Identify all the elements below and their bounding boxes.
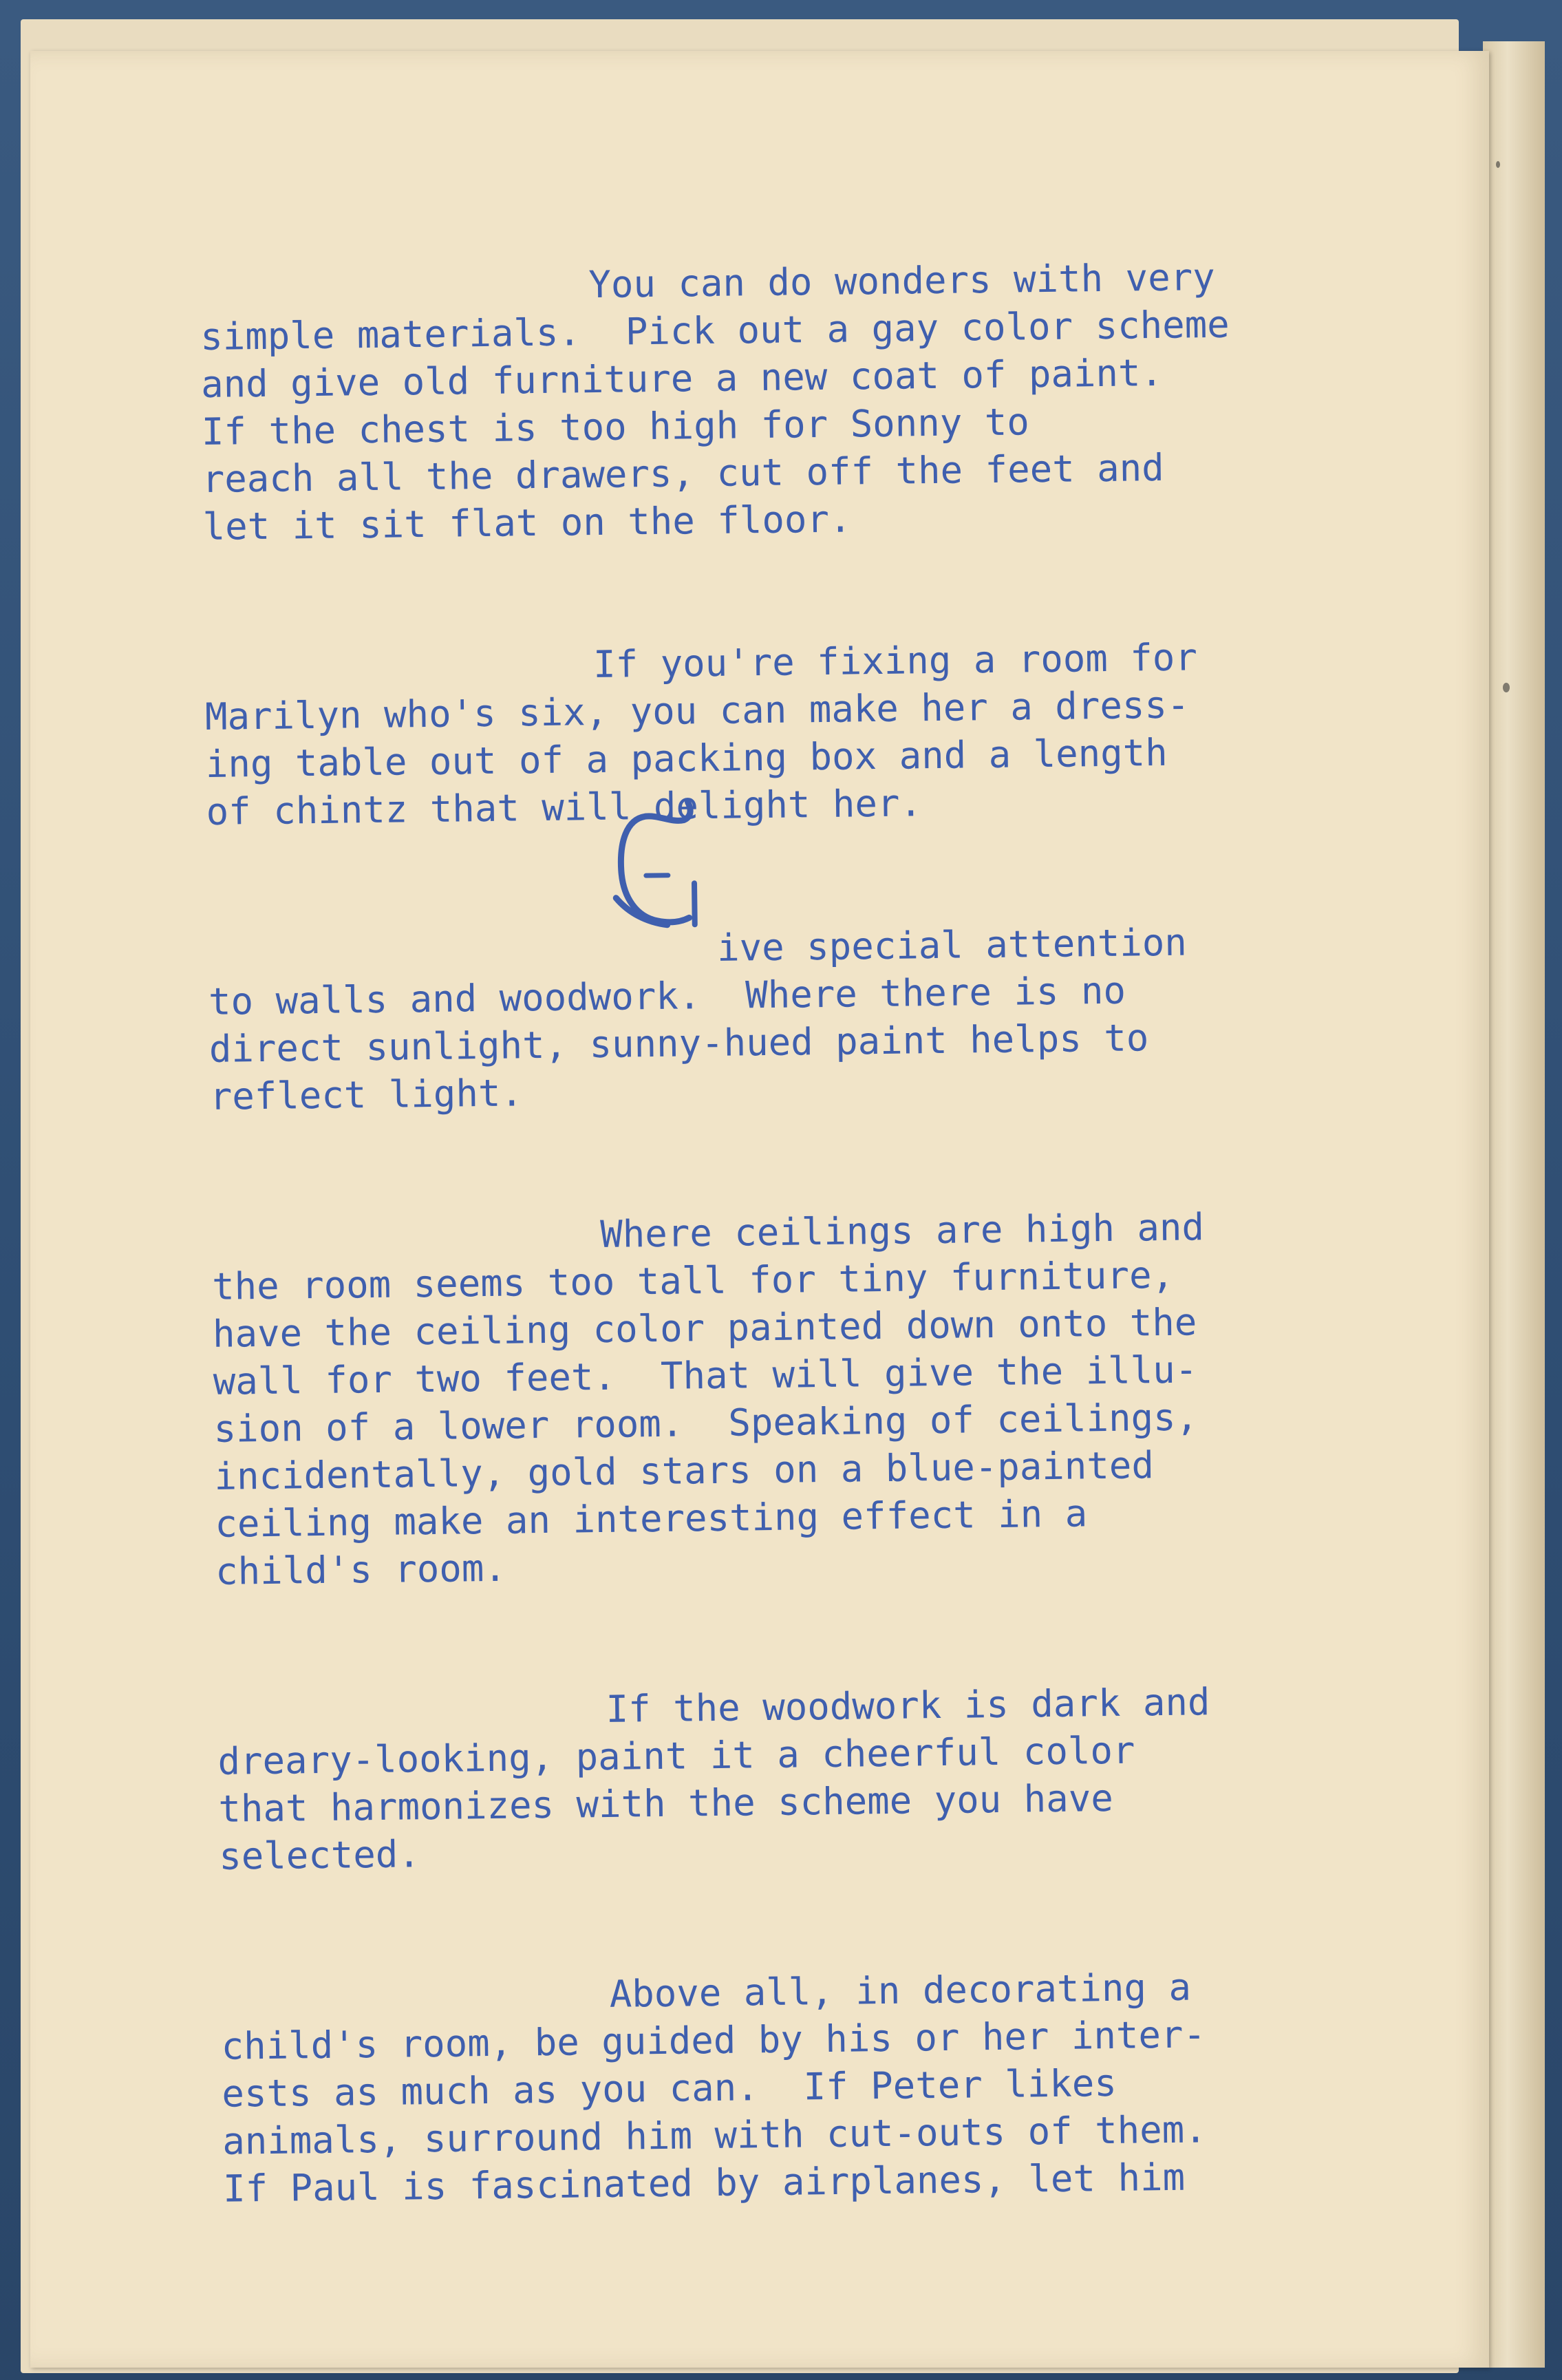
text-line: Above all, in decorating a — [609, 1965, 1192, 2016]
text-line: direct sunlight, sunny-hued paint helps to — [208, 1016, 1149, 1071]
text-line: simple materials. Pick out a gay color scheme — [200, 302, 1230, 359]
paragraph-4 — [211, 1202, 1331, 1595]
text-line: You can do wonders with very — [588, 255, 1216, 307]
text-line: and give old furniture a new coat of paint. — [200, 350, 1164, 406]
text-line: child's room, be guided by his or her inter- — [221, 2012, 1206, 2068]
text-line: animals, surround him with cut-outs of them. — [222, 2107, 1208, 2163]
paragraph-6 — [220, 1962, 1338, 2213]
typed-text — [200, 252, 1339, 2308]
text-line: If the woodwork is dark and — [606, 1680, 1210, 1731]
text-line: reflect light. — [209, 1071, 524, 1118]
text-line: If Paul is fascinated by airplanes, let him — [222, 2155, 1186, 2211]
page-edges — [1483, 41, 1545, 2368]
ink-smudge — [1503, 683, 1510, 692]
paragraph-3 — [208, 917, 1325, 1120]
text-line: If you're fixing a room for — [592, 635, 1198, 687]
text-line: dreary-looking, paint it a cheerful color — [217, 1728, 1135, 1783]
text-line: to walls and woodwork. Where there is no — [208, 968, 1126, 1023]
text-line: ests as much as you can. If Peter likes — [222, 2061, 1117, 2116]
text-line: wall for two feet. That will give the illu- — [213, 1348, 1198, 1403]
text-line: of chintz that will delight her. — [206, 781, 923, 833]
text-line: incidentally, gold stars on a blue-painted — [214, 1443, 1155, 1498]
ink-smudge — [1496, 161, 1500, 168]
text-line: have the ceiling color painted down onto the — [212, 1300, 1197, 1356]
text-line: Where ceilings are high and — [599, 1205, 1205, 1256]
text-line: let it sit flat on the floor. — [202, 497, 852, 549]
text-line: that harmonizes with the scheme you have — [218, 1776, 1114, 1831]
paragraph-1 — [200, 252, 1318, 551]
text-line: selected. — [218, 1832, 421, 1878]
text-line: ceiling make an interesting effect in a — [214, 1491, 1088, 1546]
drop-cap-letter — [610, 794, 716, 939]
paragraph-5 — [217, 1677, 1334, 1880]
text-line: the room seems too tall for tiny furniture, — [211, 1253, 1175, 1308]
text-line: Marilyn who's six, you can make her a dress- — [204, 683, 1190, 739]
text-line: ive special attention — [716, 920, 1188, 970]
text-line: reach all the drawers, cut off the feet and — [202, 445, 1165, 501]
text-line: child's room. — [215, 1546, 507, 1593]
paragraph-2 — [204, 632, 1321, 836]
text-line: If the chest is too high for Sonny to — [201, 400, 1030, 454]
text-line: ing table out of a packing box and a length — [205, 730, 1168, 786]
text-line: sion of a lower room. Speaking of ceilings, — [213, 1395, 1199, 1451]
